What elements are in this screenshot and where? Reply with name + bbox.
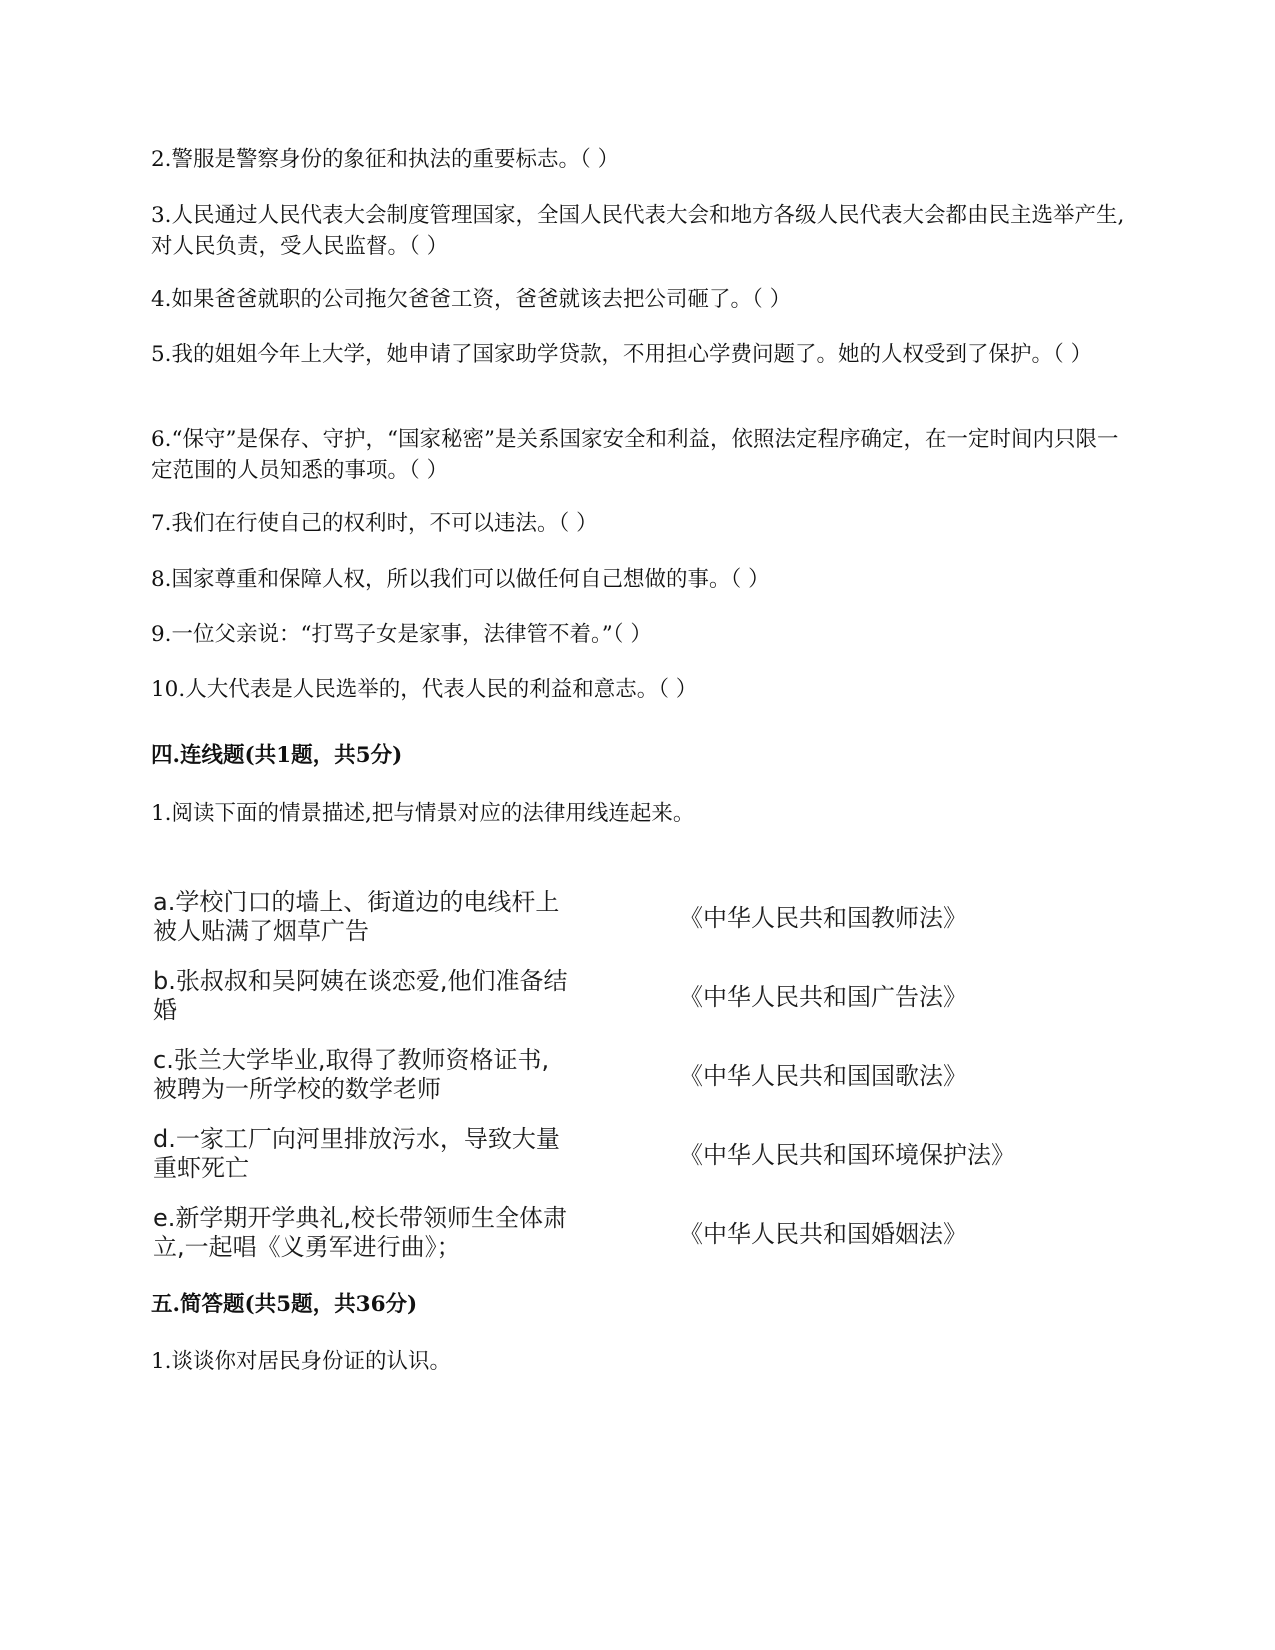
matching-right-3[interactable]: 《中华人民共和国国歌法》 [679, 1062, 967, 1090]
matching-question: 1.阅读下面的情景描述,把与情景对应的法律用线连起来。 [151, 801, 695, 826]
question-10: 10.人大代表是人民选举的，代表人民的利益和意志。（ ） [151, 677, 698, 702]
question-7: 7.我们在行使自己的权利时，不可以违法。（ ） [151, 511, 598, 536]
question-4: 4.如果爸爸就职的公司拖欠爸爸工资，爸爸就该去把公司砸了。（ ） [151, 287, 792, 312]
section-4-title: 四.连线题(共1题，共5分) [151, 743, 403, 768]
matching-right-1[interactable]: 《中华人民共和国教师法》 [679, 904, 967, 932]
matching-left-c[interactable]: c.张兰大学毕业,取得了教师资格证书,被聘为一所学校的数学老师 [153, 1046, 550, 1103]
exam-page [151, 0, 1131, 1650]
section-5-title: 五.简答题(共5题，共36分) [151, 1292, 418, 1317]
matching-left-a[interactable]: a.学校门口的墙上、街道边的电线杆上被人贴满了烟草广告 [153, 888, 560, 945]
short-answer-question-1: 1.谈谈你对居民身份证的认识。 [151, 1349, 452, 1374]
matching-table [151, 888, 1051, 1278]
question-2: 2.警服是警察身份的象征和执法的重要标志。（ ） [151, 147, 620, 172]
question-8: 8.国家尊重和保障人权，所以我们可以做任何自己想做的事。（ ） [151, 567, 770, 592]
matching-left-e[interactable]: e.新学期开学典礼,校长带领师生全体肃立,一起唱《义勇军进行曲》； [153, 1204, 568, 1261]
matching-left-d[interactable]: d.一家工厂向河里排放污水，导致大量重虾死亡 [153, 1125, 560, 1182]
question-9: 9.一位父亲说：“打骂子女是家事，法律管不着。”（ ） [151, 622, 652, 647]
matching-right-4[interactable]: 《中华人民共和国环境保护法》 [679, 1141, 1015, 1169]
matching-right-2[interactable]: 《中华人民共和国广告法》 [679, 983, 967, 1011]
matching-left-b[interactable]: b.张叔叔和吴阿姨在谈恋爱,他们准备结婚 [153, 967, 568, 1024]
question-6: 6.“保守”是保存、守护，“国家秘密”是关系国家安全和利益，依照法定程序确定，在一定时间内只限一定范围的人员知悉的事项。（ ） [151, 427, 1119, 483]
matching-right-5[interactable]: 《中华人民共和国婚姻法》 [679, 1220, 967, 1248]
question-5: 5.我的姐姐今年上大学，她申请了国家助学贷款，不用担心学费问题了。她的人权受到了保护。（ ） [151, 342, 1093, 367]
question-3: 3.人民通过人民代表大会制度管理国家，全国人民代表大会和地方各级人民代表大会都由民主选举产生,对人民负责，受人民监督。（ ） [151, 203, 1125, 259]
